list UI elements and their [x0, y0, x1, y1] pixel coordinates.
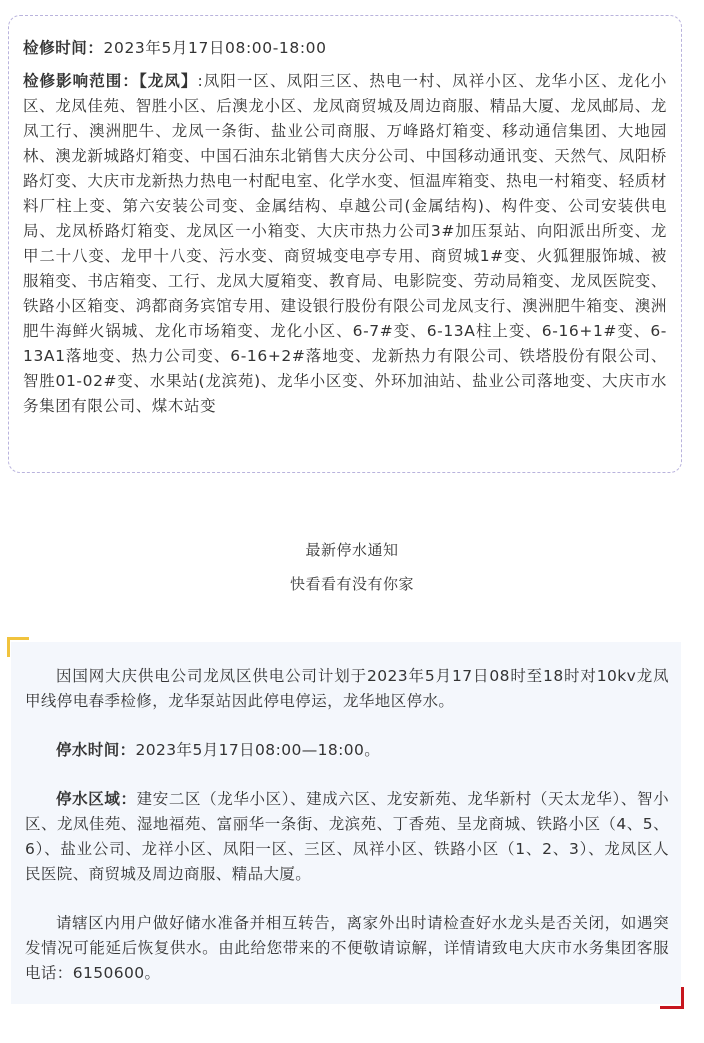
maintenance-scope-label: 检修影响范围： [23, 72, 139, 90]
corner-decoration-bottom-right [660, 987, 684, 1009]
water-outage-time [25, 738, 669, 763]
water-notice-intro: 因国网大庆供电公司龙凤区供电公司计划于2023年5月17日08时至18时对10kv龙凤甲线停电春季检修，龙华泵站因此停电停运，龙华地区停水。 [25, 667, 669, 710]
water-outage-time-label: 停水时间： [56, 741, 136, 759]
water-notice-closing: 请辖区内用户做好储水准备并相互转告，离家外出时请检查好水龙头是否关闭，如遇突发情况可能延后恢复供水。由此给您带来的不便敬请谅解，详情请致电大庆市水务集团客服电话：6150600。 [25, 914, 669, 982]
water-outage-area-label: 停水区域： [56, 790, 137, 808]
water-outage-time-value: 2023年5月17日08:00—18:00。 [135, 741, 381, 759]
water-notice-heading: 最新停水通知 [305, 541, 399, 559]
maintenance-scope-district: 【龙凤】 [138, 72, 198, 90]
maintenance-scope [23, 69, 667, 419]
maintenance-time [23, 36, 667, 61]
corner-decoration-top-left [7, 637, 29, 657]
water-outage-area-value: 建安二区（龙华小区）、建成六区、龙安新苑、龙华新村（天太龙华）、智小区、龙凤佳苑、湿地福苑、富丽华一条街、龙滨苑、丁香苑、呈龙商城、铁路小区（4、5、6）、盐业公司、龙祥小区、凤阳一区、三区、凤祥小区、铁路小区（1、2、3）、龙凤区人民医院、商贸城及周边商服、精品大厦。 [25, 790, 669, 883]
water-notice-subheading: 快看看有没有你家 [289, 575, 414, 593]
water-outage-area [25, 787, 669, 887]
maintenance-scope-value: :凤阳一区、凤阳三区、热电一村、凤祥小区、龙华小区、龙化小区、龙凤佳苑、智胜小区、后澳龙小区、龙凤商贸城及周边商服、精品大厦、龙凤邮局、龙凤工行、澳洲肥牛、龙凤一条街、盐业公司商服、万峰路灯箱变、移动通信集团、大地园林、澳龙新城路灯箱变、中国石油东北销售大庆分公司、中国移动通讯变、天然气、凤阳桥路灯变、大庆市龙新热力热电一村配电室、化学水变、恒温库箱变、热电一村箱变、轻质材料厂柱上变、第六安装公司变、金属结构、卓越公司(金属结构)、构件变、公司安装供电局、龙凤桥路灯箱变、龙凤区一小箱变、大庆市热力公司3#加压泵站、向阳派出所变、龙甲二十八变、龙甲十八变、污水变、商贸城变电亭专用、商贸城1#变、火狐狸服饰城、被服箱变、书店箱变、工行、龙凤大厦箱变、教育局、电影院变、劳动局箱变、龙凤医院变、铁路小区箱变、鸿都商务宾馆专用、建设银行股份有限公司龙凤支行、澳洲肥牛箱变、澳洲肥牛海鲜火锅城、龙化市场箱变、龙化小区、6-7#变、6-13A柱上变、6-16+1#变、6-13A1落地变、热力公司变、6-16+2#落地变、龙新热力有限公司、铁塔股份有限公司、智胜01-02#变、水果站(龙滨苑)、龙华小区变、外环加油站、盐业公司落地变、大庆市水务集团有限公司、煤木站变 [23, 72, 668, 415]
maintenance-notice-box [8, 15, 682, 473]
maintenance-time-value: 2023年5月17日08:00-18:00 [103, 39, 327, 57]
maintenance-time-label: 检修时间： [23, 39, 104, 57]
water-notice-panel [11, 642, 681, 1004]
